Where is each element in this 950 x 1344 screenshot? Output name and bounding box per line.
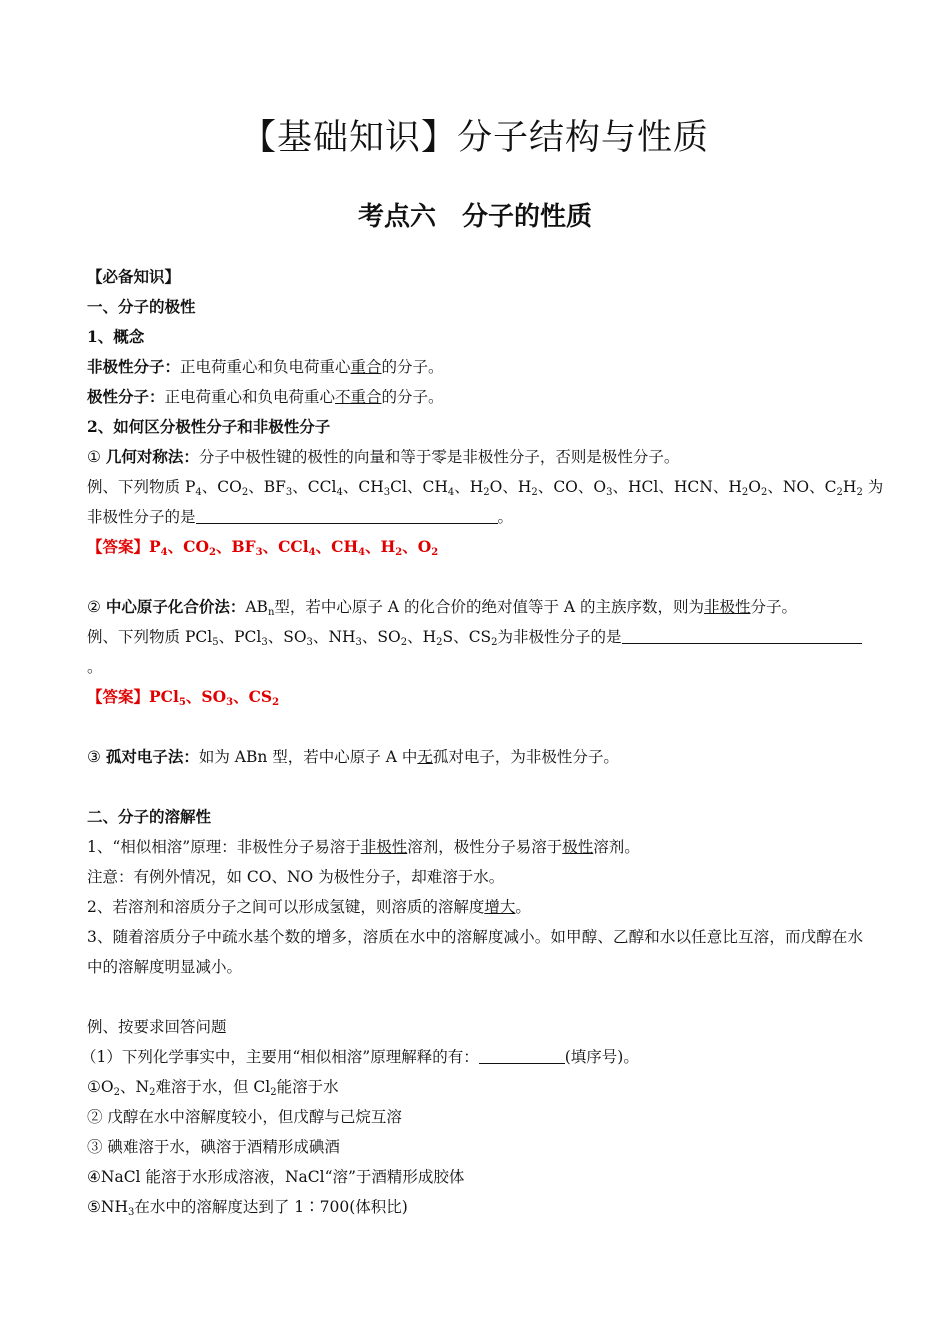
section-1-title: 一、分子的极性 [87, 297, 196, 316]
question-1: （1）下列化学事实中，主要用“相似相溶”原理解释的有： (填序号)。 [81, 1042, 863, 1072]
method-2: ② 中心原子化合价法：$AB_n$型，若中心原子 A 的化合价的绝对值等于 A 的主族序数，则为非极性分子。 [87, 597, 798, 618]
solubility-rule-1: 1、“相似相溶”原理：非极性分子易溶于非极性溶剂，极性分子易溶于极性溶剂。 [87, 838, 640, 856]
section-header: 【必备知识】 [87, 267, 181, 286]
page-title: 【基础知识】分子结构与性质 [240, 118, 709, 158]
example-2-line-1: 例、下列物质 PCl$_5$、PCl$_3$、$SO_3$、$NH_3$、$SO_2$、$H_2S$、$CS_2$为非极性分子的是 [87, 622, 863, 652]
method-1: ① 几何对称法：分子中极性键的极性的向量和等于零是非极性分子，否则是极性分子。 [87, 447, 680, 466]
method-3: ③ 孤对电子法：如为 ABn 型，若中心原子 A 中无孤对电子，为非极性分子。 [87, 747, 619, 766]
answer-2: 【答案】PCl$_5$、$SO_3$、$CS_2$ [87, 687, 280, 708]
option-1: $①O_2$、$N_2$难溶于水，但 $Cl_2$能溶于水 [87, 1078, 339, 1098]
example-3-title: 例、按要求回答问题 [87, 1018, 227, 1036]
subsection-1-2: 2、如何区分极性分子和非极性分子 [87, 417, 331, 436]
example-1-line-2: 非极性分子的是 。 [87, 502, 863, 532]
option-2: ② 戊醇在水中溶解度较小，但戊醇与己烷互溶 [87, 1108, 402, 1126]
def-nonpolar: 非极性分子：正电荷重心和负电荷重心重合的分子。 [87, 357, 444, 376]
option-5: $⑤NH_3$在水中的溶解度达到了 1∶700(体积比) [87, 1198, 408, 1218]
answer-1: 【答案】$P_4$、$CO_2$、$BF_3$、CCl$_4$、$CH_4$、$H_2$、$O_2$ [87, 537, 439, 558]
answer-blank-1[interactable] [196, 505, 498, 524]
section-2-title: 二、分子的溶解性 [87, 807, 212, 826]
solubility-rule-2: 2、若溶剂和溶质分子之间可以形成氢键，则溶质的溶解度增大。 [87, 898, 531, 916]
subsection-1-1: 1、概念 [87, 327, 145, 346]
answer-blank-2[interactable] [622, 625, 862, 644]
solubility-rule-3: 3、随着溶质分子中疏水基个数的增多，溶质在水中的溶解度减小。如甲醇、乙醇和水以任意比互溶，而戊醇在水中的溶解度明显减小。 [87, 928, 863, 976]
def-polar: 极性分子：正电荷重心和负电荷重心不重合的分子。 [87, 387, 444, 406]
option-4: ④NaCl 能溶于水形成溶液，NaCl“溶”于酒精形成胶体 [87, 1168, 465, 1186]
solubility-note: 注意：有例外情况，如 CO、NO 为极性分子，却难溶于水。 [87, 868, 505, 886]
option-3: ③ 碘难溶于水，碘溶于酒精形成碘酒 [87, 1138, 340, 1156]
document-body [81, 262, 884, 1222]
page-subtitle: 考点六 分子的性质 [357, 202, 592, 232]
answer-blank-3[interactable] [479, 1045, 565, 1064]
example-1-line-1: 例、下列物质 $P_4$、$CO_2$、$BF_3$、CCl$_4$、$CH_3Cl$、$CH_4$、$H_2O$、$H_2$、CO、$O_3$、HCl、HCN、$H_2O_2$、NO、$C_2H_2$ 为 [87, 478, 884, 498]
example-2-line-2: 。 [87, 658, 103, 676]
